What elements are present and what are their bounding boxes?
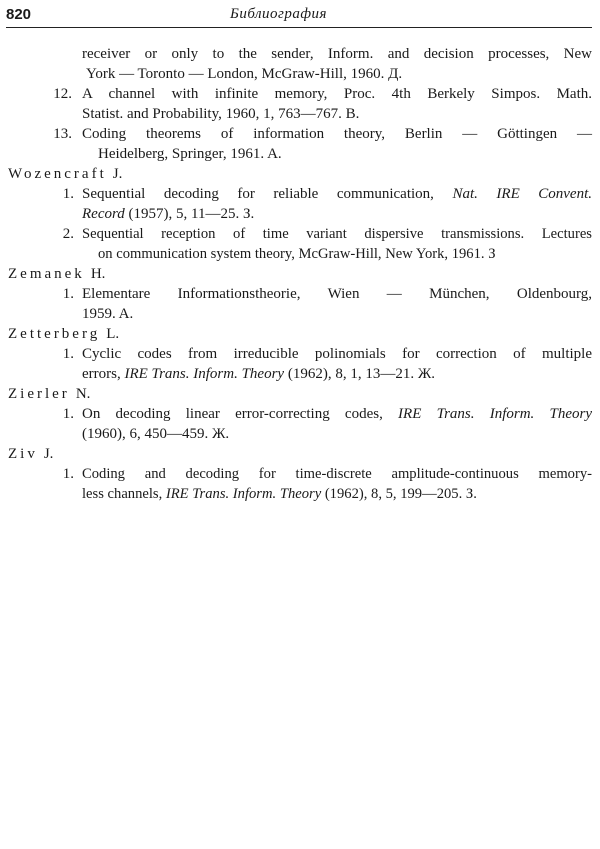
bibliography-entry-continuation [0, 44, 592, 84]
entry-line: 1959. A. [82, 306, 134, 322]
entry-number: 1. [62, 466, 74, 482]
entry-line [82, 484, 592, 504]
header-rule [6, 27, 592, 28]
entry-line [82, 364, 592, 384]
entry-line: (1960), 6, 450—459. Ж. [82, 426, 230, 442]
entry-line: Sequential reception of time variant dispersive transmissions. Lectures [82, 226, 592, 242]
bibliography-entry [0, 344, 592, 384]
bibliography-entry [0, 84, 592, 124]
running-title: Библиография [230, 6, 328, 22]
entry-text: (1957), 5, 11—25. З. [124, 206, 255, 222]
author-heading [0, 444, 600, 464]
bibliography-entry [0, 284, 592, 324]
entry-line: Heidelberg, Springer, 1961. A. [98, 146, 282, 162]
entry-text: errors, [82, 366, 125, 382]
bibliography-entry [0, 224, 592, 264]
page-header [6, 4, 592, 28]
entry-number: 1. [62, 346, 74, 362]
entry-line: receiver or only to the sender, Inform. and decision processes, New [82, 46, 592, 62]
author-heading [0, 164, 600, 184]
author-initial: N. [75, 386, 91, 402]
author-surname: Wozencraft [8, 166, 107, 182]
entry-number: 1. [62, 406, 74, 422]
author-surname: Zierler [8, 386, 70, 402]
entry-number: 1. [62, 286, 74, 302]
author-initial: L. [106, 326, 120, 342]
entry-number: 1. [62, 186, 74, 202]
journal-title: IRE Trans. Inform. Theory [124, 366, 285, 382]
entry-line: Coding and decoding for time-discrete amplitude-continuous memory- [82, 466, 592, 482]
entry-line: Coding theorems of information theory, Berlin — Göttingen — [82, 126, 592, 142]
entry-number: 12. [53, 86, 72, 102]
author-initial: J. [43, 446, 54, 462]
entry-number: 2. [62, 226, 74, 242]
author-heading [0, 384, 600, 404]
bibliography-entry [0, 404, 592, 444]
author-initial: H. [90, 266, 106, 282]
entry-line: A channel with infinite memory, Proc. 4th Berkely Simpos. Math. [82, 86, 592, 102]
journal-title: Record [82, 206, 125, 222]
entry-line [82, 184, 592, 204]
entry-line: Statist. and Probability, 1960, 1, 763—767. B. [82, 106, 360, 122]
journal-title: IRE Trans. Inform. Theory [165, 486, 322, 502]
entry-line: Elementare Informationstheorie, Wien — München, Oldenbourg, [82, 286, 592, 302]
author-surname: Ziv [8, 446, 38, 462]
entry-line [82, 204, 592, 224]
author-heading [0, 264, 600, 284]
entry-line: on communication system theory, McGraw-Hill, New York, 1961. З [98, 246, 496, 262]
bibliography-entry [0, 184, 592, 224]
entry-text: (1962), 8, 1, 13—21. Ж. [284, 366, 436, 382]
bibliography-entry [0, 464, 592, 504]
bibliography-list [0, 44, 600, 504]
bibliography-entry [0, 124, 592, 164]
author-initial: J. [112, 166, 123, 182]
entry-text: Sequential decoding for reliable communication, [82, 186, 453, 202]
entry-line [82, 404, 592, 424]
page-number: 820 [6, 6, 32, 23]
entry-line: York — Toronto — London, McGraw-Hill, 1960. Д. [86, 66, 403, 82]
entry-text: (1962), 8, 5, 199—205. З. [321, 486, 477, 502]
entry-line: Cyclic codes from irreducible polinomials for correction of multiple [82, 346, 592, 362]
author-surname: Zetterberg [8, 326, 101, 342]
journal-title: IRE Trans. Inform. Theory [398, 406, 593, 422]
author-heading [0, 324, 600, 344]
author-surname: Zemanek [8, 266, 85, 282]
entry-text: On decoding linear error-correcting codes, [82, 406, 399, 422]
journal-title: Nat. IRE Convent. [452, 186, 593, 202]
entry-number: 13. [53, 126, 72, 142]
entry-text: less channels, [82, 486, 166, 502]
